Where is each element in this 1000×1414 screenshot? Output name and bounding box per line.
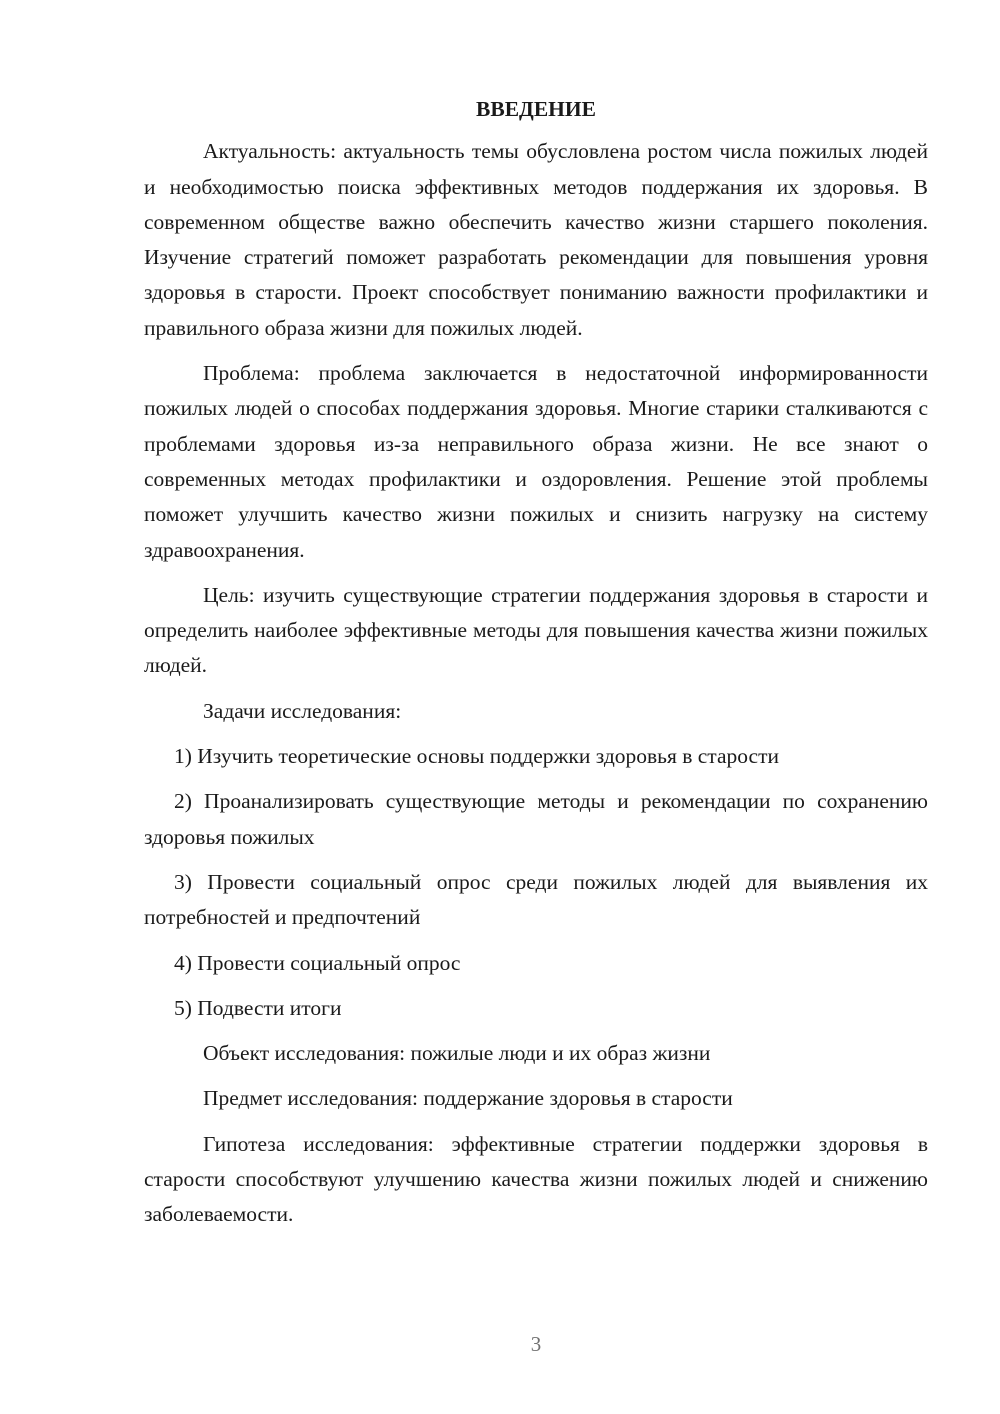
page-number: 3 — [530, 1332, 542, 1356]
page-title: ВВЕДЕНИЕ — [476, 97, 596, 121]
task-item-4: 4) Провести социальный опрос — [174, 950, 461, 975]
research-hypothesis: Гипотеза исследования: эффективные стратегии поддержки здоровья в старости способствуют улучшению качества жизни пожилых людей и снижению заболеваемости. — [144, 1131, 928, 1227]
task-item-3: 3) Провести социальный опрос среди пожилых людей для выявления их потребностей и предпочтений — [144, 869, 928, 930]
research-object: Объект исследования: пожилые люди и их образ жизни — [203, 1041, 711, 1066]
goal-paragraph: Цель: изучить существующие стратегии поддержания здоровья в старости и определить наиболее эффективные методы для повышения качества жизни пожилых людей. — [144, 582, 928, 678]
tasks-heading: Задачи исследования: — [203, 698, 402, 723]
task-item-1: 1) Изучить теоретические основы поддержки здоровья в старости — [174, 744, 779, 769]
document-page — [144, 92, 928, 1243]
task-item-5: 5) Подвести итоги — [174, 995, 342, 1020]
problem-paragraph: Проблема: проблема заключается в недостаточной информированности пожилых людей о способах поддержания здоровья. Многие старики сталкиваются с проблемами здоровья из-за неправильного образа жизни. Не все знают о современных методах профилактики и оздоровления. Решение этой проблемы поможет улучшить качество жизни пожилых и снизить нагрузку на систему здравоохранения. — [144, 361, 928, 562]
relevance-paragraph: Актуальность: актуальность темы обусловлена ростом числа пожилых людей и необходимостью поиска эффективных методов поддержания их здоровья. В современном обществе важно обеспечить качество жизни старшего поколения. Изучение стратегий поможет разработать рекомендации для повышения уровня здоровья в старости. Проект способствует пониманию важности профилактики и правильного образа жизни для пожилых людей. — [144, 139, 928, 340]
task-item-2: 2) Проанализировать существующие методы и рекомендации по сохранению здоровья пожилых — [144, 789, 928, 849]
research-subject: Предмет исследования: поддержание здоровья в старости — [203, 1086, 733, 1111]
